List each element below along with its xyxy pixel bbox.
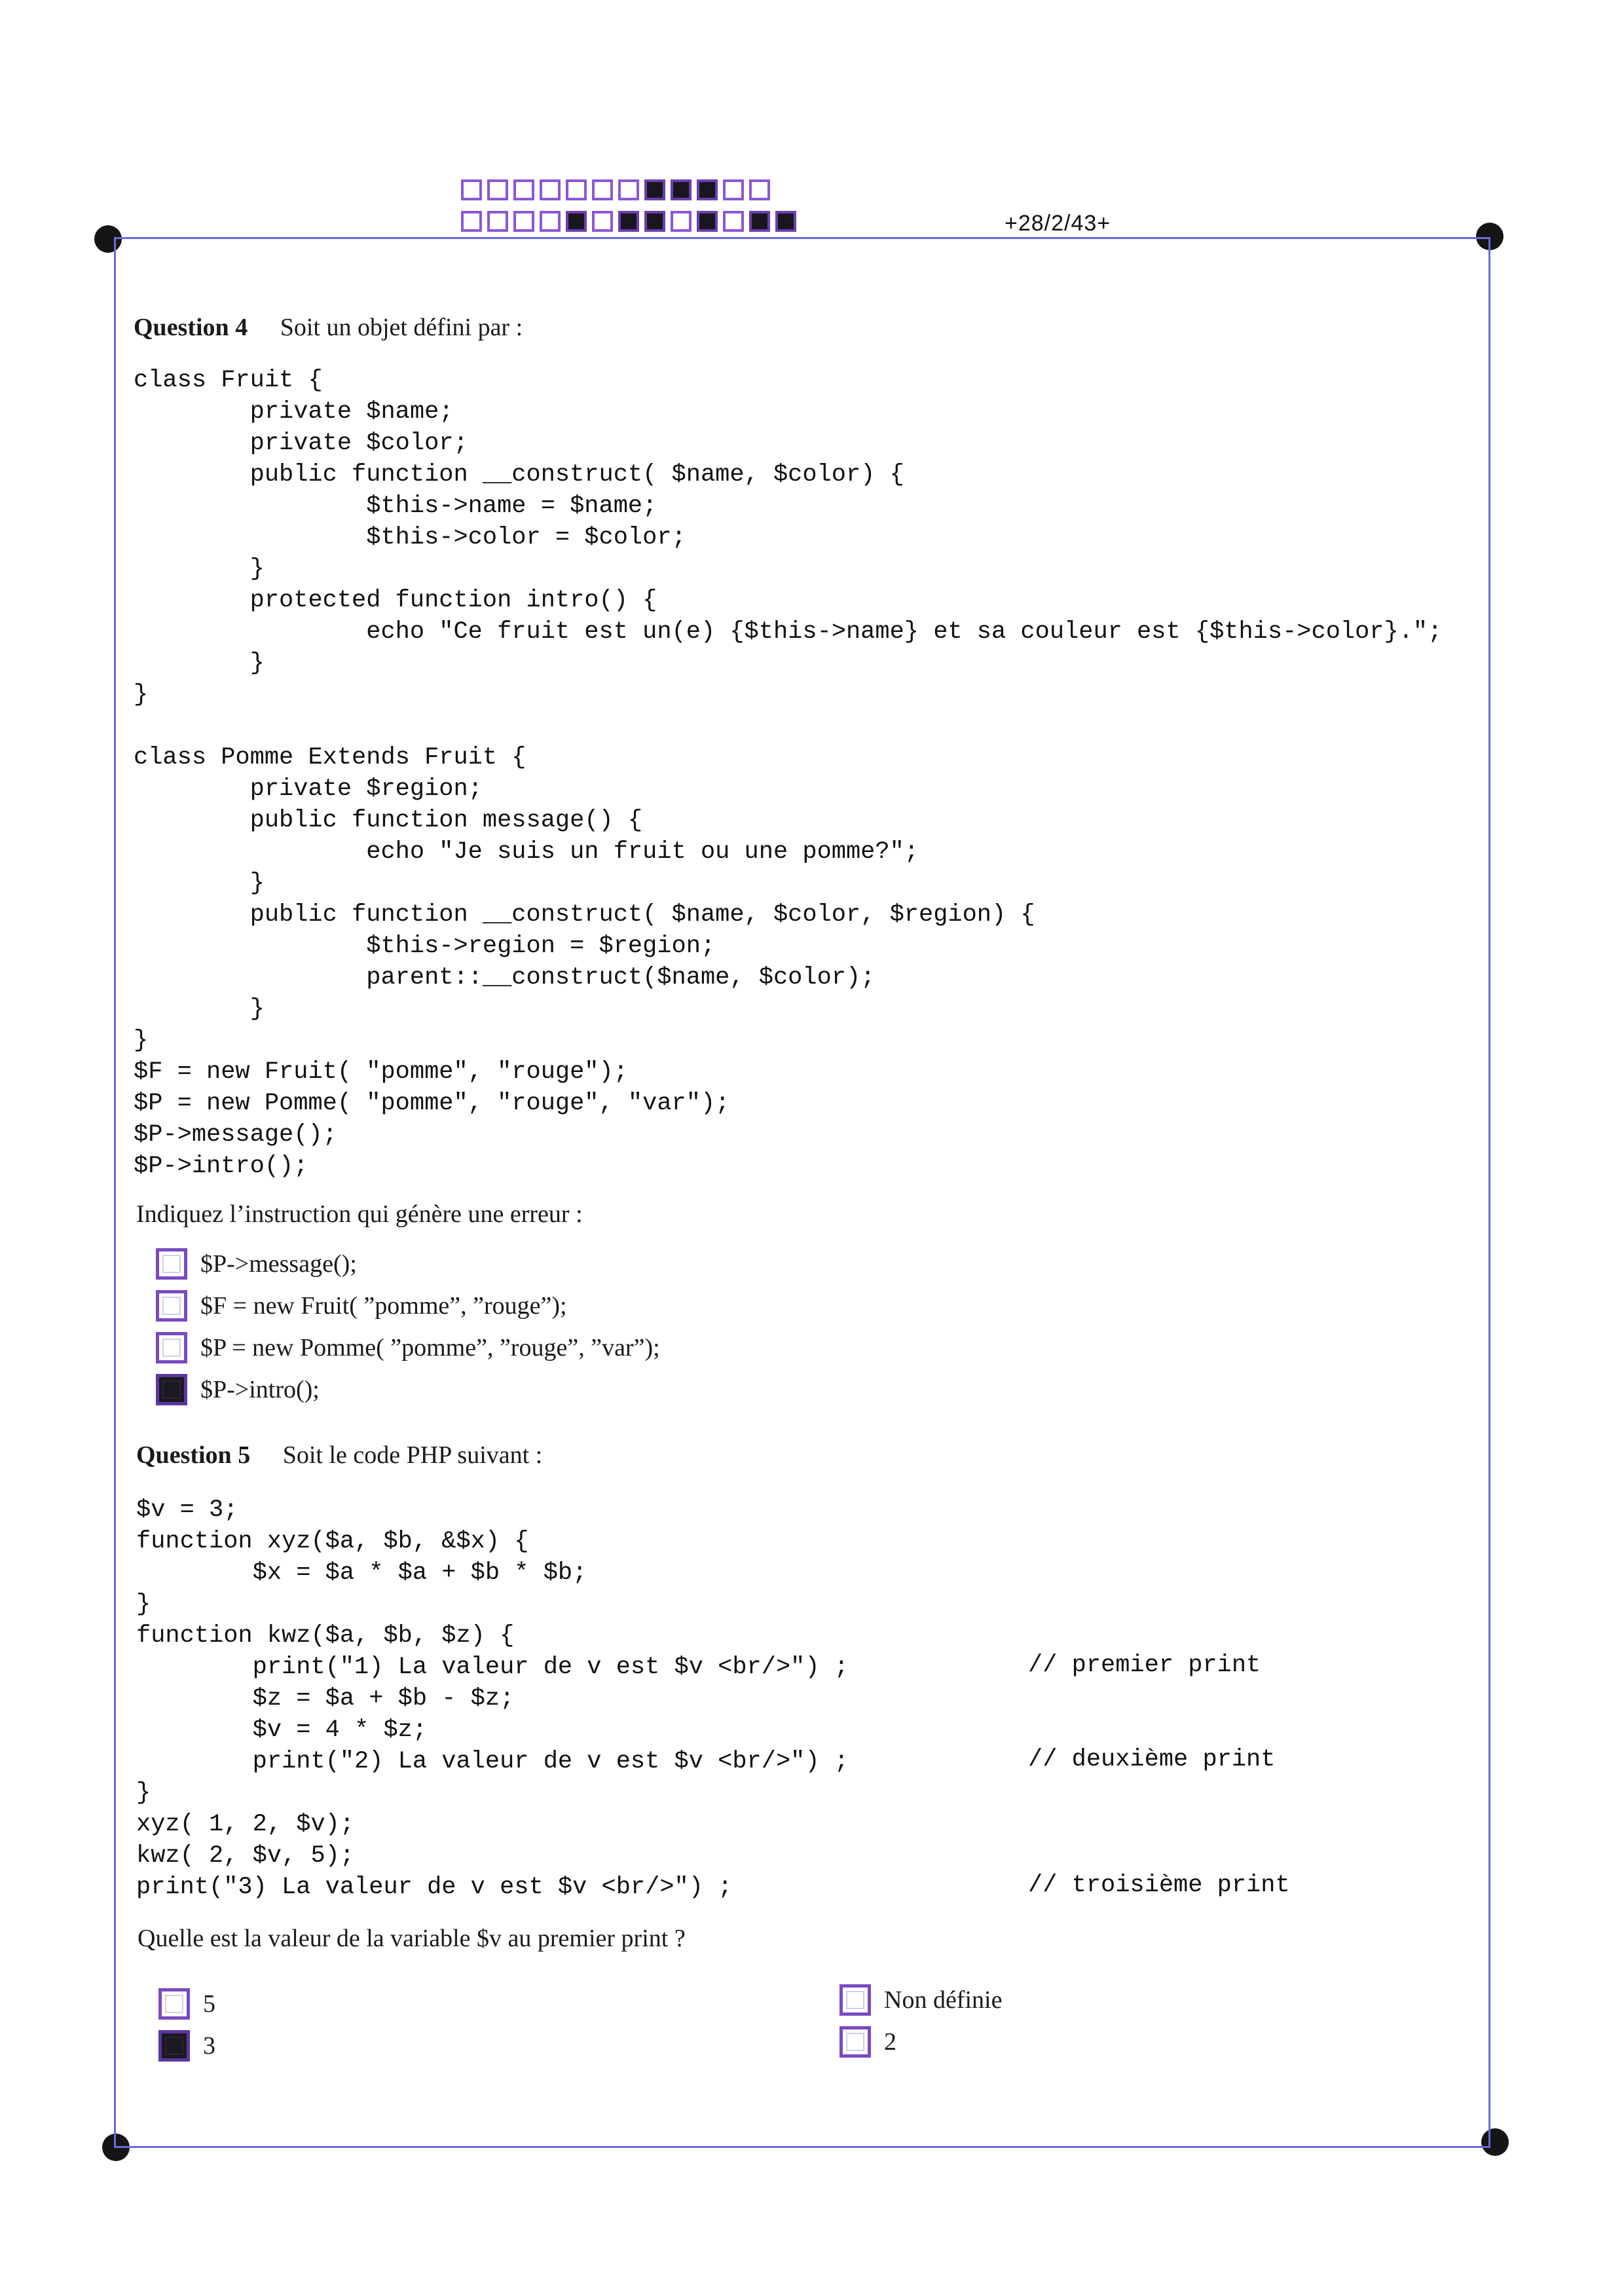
code-box-filled <box>644 179 665 200</box>
code-box-empty <box>749 179 770 200</box>
choice-label: 3 <box>203 2032 215 2060</box>
choice-label: $P = new Pomme( ”pomme”, ”rouge”, ”var”); <box>200 1334 660 1361</box>
question-5-code: $v = 3; function xyz($a, $b, &$x) { $x = $a * $a + $b * $b; } function kwz($a, $b, $z) { print("1) La valeur de v est $v <br/>") ; $z = $a + $b - $z; $v = 4 * $z; print("2) La valeur de v est $v <br/>") ; } xyz( 1, 2, $v); kwz( 2, $v, 5); print("3) La valeur de v est $v <br/>") ; <box>136 1496 849 1901</box>
code-box-empty <box>487 179 508 200</box>
question-4-choice-3[interactable] <box>156 1332 660 1363</box>
question-4-intro: Soit un objet défini par : <box>280 314 523 341</box>
checkbox[interactable] <box>156 1290 187 1322</box>
page-id: +28/2/43+ <box>1005 211 1111 236</box>
question-5-intro: Soit le code PHP suivant : <box>282 1441 543 1469</box>
checkbox[interactable] <box>156 1332 187 1363</box>
checkbox[interactable] <box>840 1984 871 2016</box>
code-box-filled <box>671 179 692 200</box>
code-box-filled <box>644 211 665 232</box>
code-box-filled <box>775 211 796 232</box>
code-box-empty <box>618 179 639 200</box>
choice-label: $P->intro(); <box>200 1376 320 1403</box>
question-4-choice-2[interactable] <box>156 1290 567 1322</box>
checkbox[interactable] <box>156 1248 187 1280</box>
checkbox[interactable] <box>156 1374 187 1405</box>
code-box-empty <box>592 211 613 232</box>
question-4-header <box>134 313 523 342</box>
code-box-empty <box>566 179 587 200</box>
checkbox[interactable] <box>158 1988 190 2020</box>
code-box-empty <box>592 179 613 200</box>
question-4-choice-4[interactable] <box>156 1374 320 1405</box>
checkbox[interactable] <box>158 2030 190 2062</box>
checkbox[interactable] <box>840 2026 871 2058</box>
question-5-label: Question 5 <box>136 1441 251 1469</box>
question-5-choice-4[interactable] <box>840 2026 896 2058</box>
code-box-empty <box>723 179 744 200</box>
code-box-empty <box>540 211 561 232</box>
code-box-filled <box>697 211 718 232</box>
choice-label: 5 <box>203 1990 215 2018</box>
choice-label: $P->message(); <box>200 1250 357 1278</box>
code-box-empty <box>513 179 534 200</box>
code-box-empty <box>671 211 692 232</box>
question-5-header <box>136 1441 542 1470</box>
code-box-filled <box>697 179 718 200</box>
code-box-filled <box>566 211 587 232</box>
code-box-empty <box>461 211 482 232</box>
code-boxes-row-2 <box>461 211 796 232</box>
choice-label: $F = new Fruit( ”pomme”, ”rouge”); <box>200 1292 567 1320</box>
code-box-empty <box>513 211 534 232</box>
code-box-filled <box>618 211 639 232</box>
code-box-empty <box>461 179 482 200</box>
comment-troisieme-print: // troisième print <box>1028 1872 1290 1899</box>
code-box-empty <box>723 211 744 232</box>
question-4-code: class Fruit { private $name; private $color; public function __construct( $name, $color) { $this->name = $name; $this->color = $color; } protected function intro() { echo "Ce fruit est un(e) {$this->name} et sa couleur est {$this->color}."; } } class Pomme Extends Fruit { private $region; public function message() { echo "Je suis un fruit ou une pomme?"; } public function __construct( $name, $color, $region) { $this->region = $region; parent::__construct($name, $color); } } $F = new Fruit( "pomme", "rouge"); $P = new Pomme( "pomme", "rouge", "var"); $P->message(); $P->intro(); <box>134 367 1443 1180</box>
question-4-choice-1[interactable] <box>156 1248 357 1280</box>
question-5-choice-1[interactable] <box>158 1988 215 2020</box>
comment-premier-print: // premier print <box>1028 1652 1261 1679</box>
code-box-empty <box>487 211 508 232</box>
question-5-prompt: Quelle est la valeur de la variable $v au premier print ? <box>138 1925 686 1952</box>
question-4-prompt: Indiquez l’instruction qui génère une erreur : <box>136 1200 583 1228</box>
code-boxes-row-1 <box>461 179 770 200</box>
code-box-empty <box>540 179 561 200</box>
comment-deuxieme-print: // deuxième print <box>1028 1746 1276 1773</box>
question-5-choice-3[interactable] <box>840 1984 1002 2016</box>
choice-label: 2 <box>884 2028 896 2056</box>
code-box-filled <box>749 211 770 232</box>
choice-label: Non définie <box>884 1986 1003 2014</box>
question-5-choice-2[interactable] <box>158 2030 215 2062</box>
question-4-label: Question 4 <box>134 314 248 341</box>
